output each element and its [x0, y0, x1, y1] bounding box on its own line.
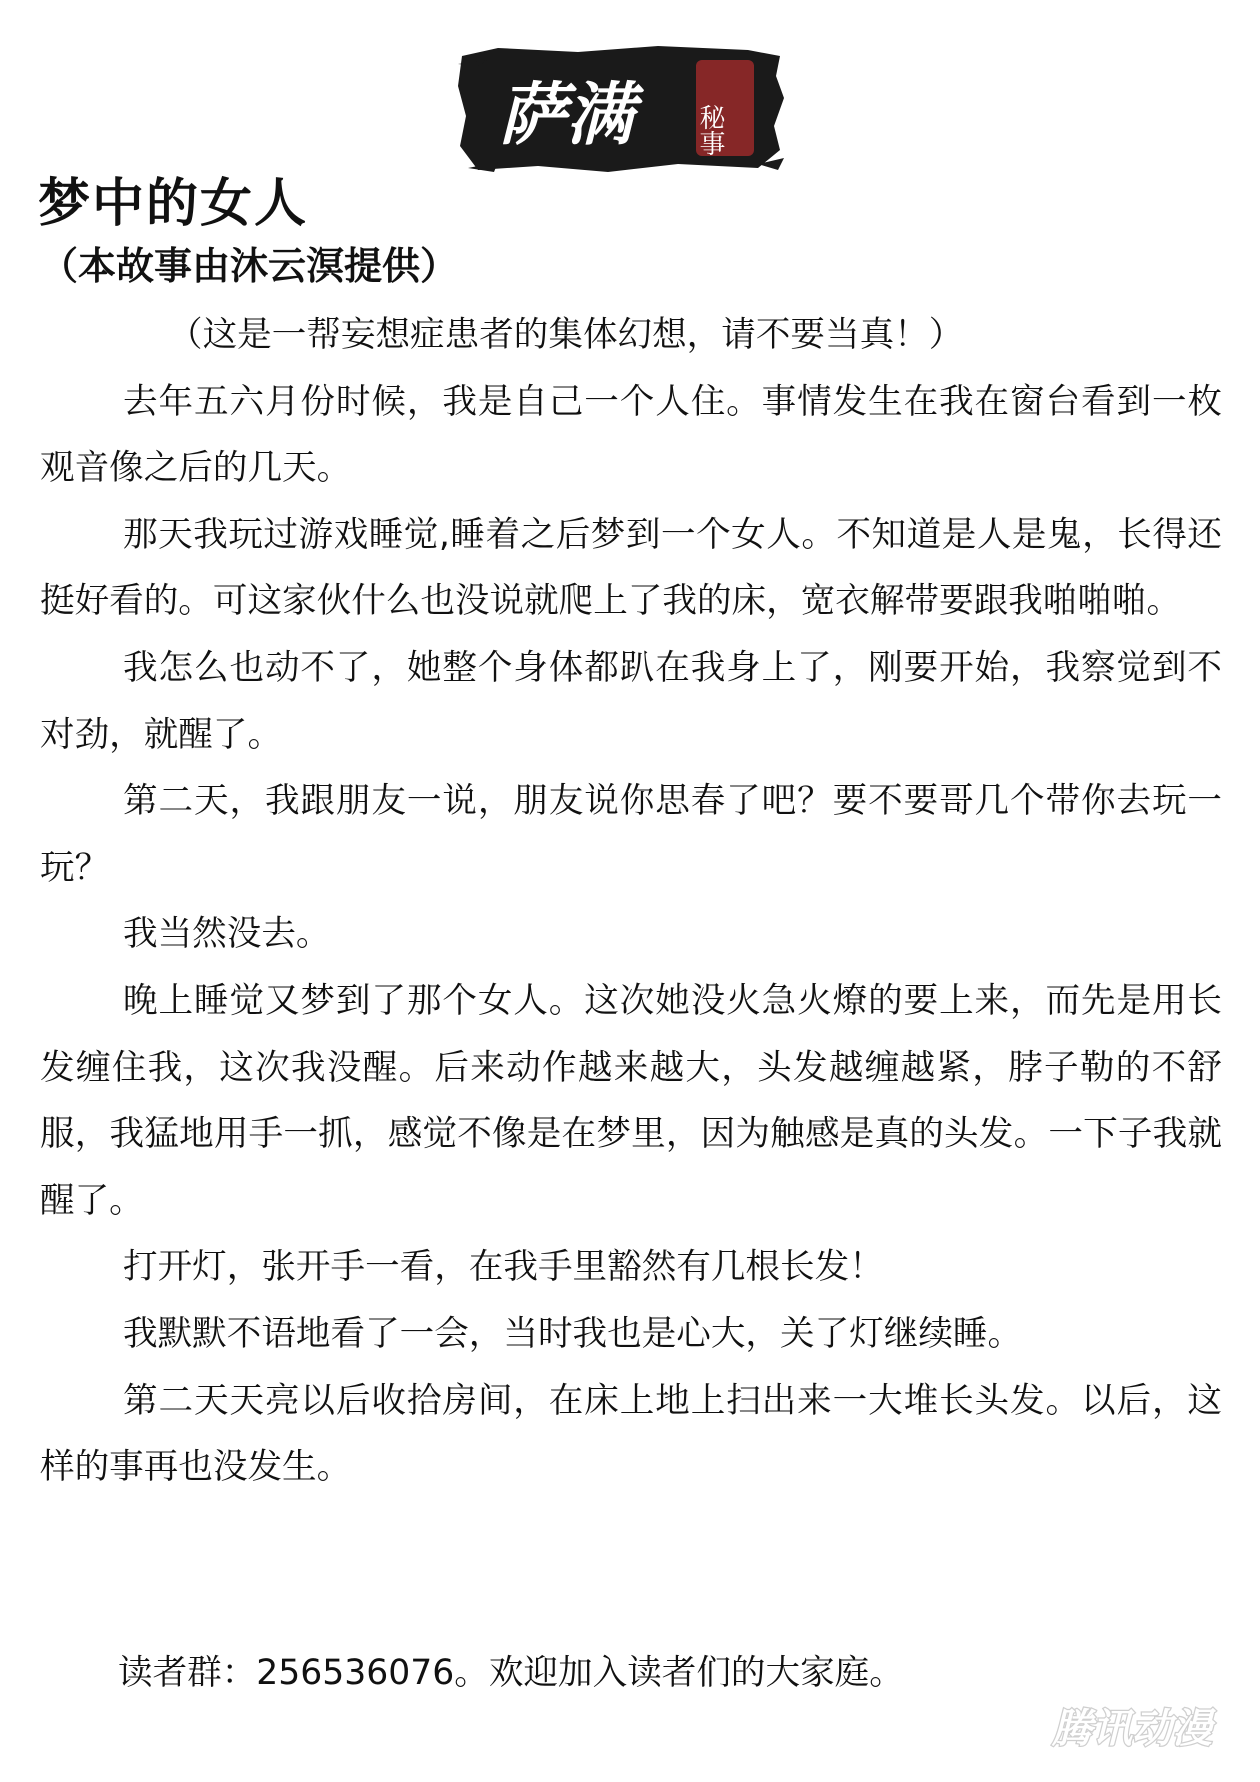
story-paragraph: 我默默不语地看了一会，当时我也是心大，关了灯继续睡。: [123, 1313, 1023, 1354]
logo-main-text: 萨满: [498, 75, 635, 155]
disclaimer-note: （这是一帮妄想症患者的集体幻想，请不要当真！）: [168, 315, 964, 355]
story-paragraph: 我当然没去。: [123, 914, 331, 955]
story-credit: （本故事由沐云溟提供）: [40, 244, 459, 288]
story-paragraph: 第二天，我跟朋友一说，朋友说你思春了吧？要不要哥几个带你去玩一玩？: [40, 781, 1222, 888]
story-paragraph: 打开灯，张开手一看，在我手里豁然有几根长发！: [123, 1247, 884, 1288]
story-paragraph: 晚上睡觉又梦到了那个女人。这次她没火急火燎的要上来，而先是用长发缠住我，这次我没醒。后来动作越来越大，头发越缠越紧，脖子勒的不舒服，我猛地用手一抓，感觉不像是在梦里，因为触感是真的头发。一下子我就醒了。: [40, 980, 1222, 1221]
story-paragraph: 那天我玩过游戏睡觉,睡着之后梦到一个女人。不知道是人是鬼，长得还挺好看的。可这家伙什么也没说就爬上了我的床，宽衣解带要跟我啪啪啪。: [40, 514, 1222, 622]
reader-group-info: 读者群：256536076。欢迎加入读者们的大家庭。: [118, 1653, 904, 1693]
logo-side-text: 秘事: [695, 104, 725, 156]
watermark-logo: [1048, 1700, 1238, 1756]
story-paragraph: 第二天天亮以后收拾房间，在床上地上扫出来一大堆长头发。以后，这样的事再也没发生。: [40, 1380, 1222, 1488]
story-paragraph: 去年五六月份时候，我是自己一个人住。事情发生在我在窗台看到一枚观音像之后的几天。: [40, 381, 1222, 489]
watermark-text: 腾讯动漫: [1052, 1706, 1212, 1752]
page-title: 梦中的女人: [38, 174, 309, 234]
brand-logo: [458, 46, 784, 174]
story-paragraph: 我怎么也动不了，她整个身体都趴在我身上了，刚要开始，我察觉到不对劲，就醒了。: [40, 647, 1222, 755]
story-body: [40, 302, 1222, 1501]
